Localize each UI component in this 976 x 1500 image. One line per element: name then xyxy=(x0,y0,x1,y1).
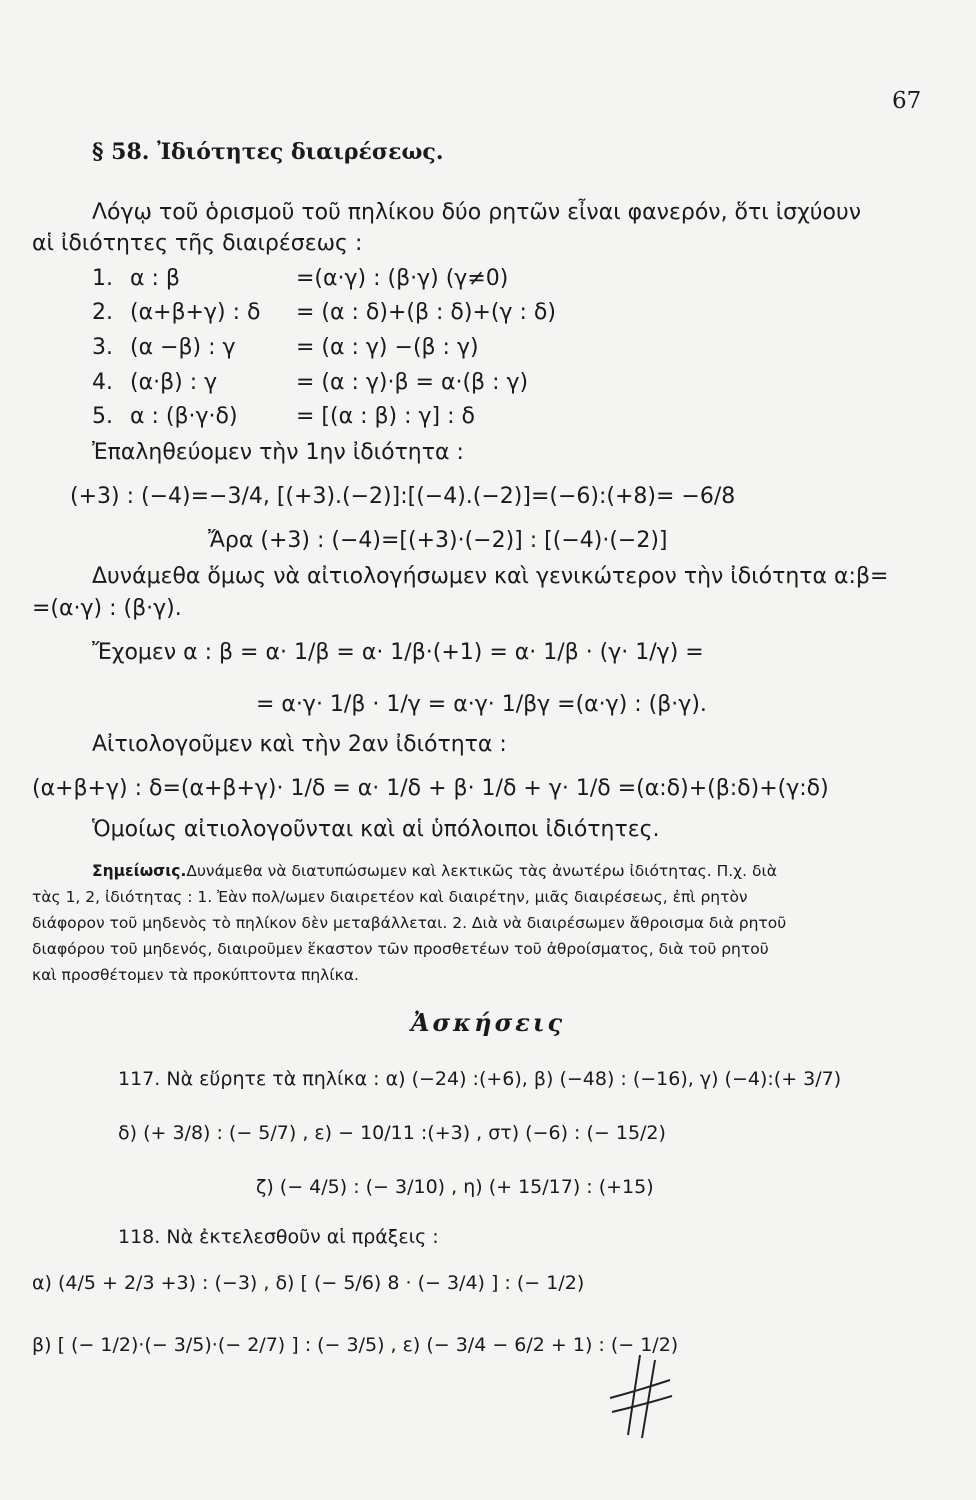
verify-equation-1: (+3) : (−4)=−3/4, [(+3).(−2)]:[(−4).(−2)]=(−6):(+8)= −6/8 xyxy=(70,484,736,509)
property-2 xyxy=(92,298,556,328)
exercise-text: Νὰ εὕρητε τὰ πηλίκα : α) (−24) :(+6), β) (−48) : (−16), γ) (−4):(+ 3/7) xyxy=(166,1068,842,1090)
property-number: 5. xyxy=(92,404,113,429)
second-property-equation: (α+β+γ) : δ=(α+β+γ)· 1/δ = α· 1/δ + β· 1/δ + γ· 1/δ =(α:δ)+(β:δ)+(γ:δ) xyxy=(32,776,829,801)
section-title: Ἰδιότητες διαιρέσεως. xyxy=(157,139,444,165)
section-number: § 58. xyxy=(92,139,150,165)
note-line-5: καὶ προσθέτομεν τὰ προκύπτοντα πηλίκα. xyxy=(32,966,359,984)
similarly-remark: Ὁμοίως αἰτιολογοῦνται καὶ αἱ ὑπόλοιποι ἰδιότητες. xyxy=(92,817,660,842)
intro-line-1: Λόγῳ τοῦ ὁρισμοῦ τοῦ πηλίκου δύο ρητῶν εἶναι φανερόν, ὅτι ἰσχύουν xyxy=(92,200,862,225)
note-line-3: διάφορον τοῦ μηδενὸς τὸ πηλίκον δὲν μεταβάλλεται. 2. Διὰ νὰ διαιρέσωμεν ἄθροισμα διὰ ρητοῦ xyxy=(32,914,787,932)
property-lhs: α : (β·γ·δ) xyxy=(130,404,238,429)
verify-first-property: Ἐπαληθεύομεν τὴν 1ην ἰδιότητα : xyxy=(92,440,464,465)
justify-general-1: Δυνάμεθα ὅμως νὰ αἰτιολογήσωμεν καὶ γενικώτερον τὴν ἰδιότητα α:β= xyxy=(92,564,889,589)
exercise-number: 118. xyxy=(118,1226,161,1248)
note-line-1 xyxy=(92,858,777,885)
note-line-2: τὰς 1, 2, ἰδιότητας : 1. Ἐὰν πολ/ωμεν διαιρετέον καὶ διαιρέτην, μιᾶς διαιρέσεως, ἐπὶ ρητὸν xyxy=(32,888,748,906)
derivation-line-1: Ἔχομεν α : β = α· 1/β = α· 1/β·(+1) = α· 1/β · (γ· 1/γ) = xyxy=(92,640,704,665)
note-label: Σημείωσις. xyxy=(92,862,187,880)
page-number: 67 xyxy=(892,88,922,114)
property-lhs: (α·β) : γ xyxy=(130,370,218,395)
property-lhs: (α+β+γ) : δ xyxy=(130,300,261,325)
verify-equation-2: Ἄρα (+3) : (−4)=[(+3)·(−2)] : [(−4)·(−2)] xyxy=(208,528,668,553)
exercise-118-line-1: α) (4/5 + 2/3 +3) : (−3) , δ) [ (− 5/6) 8 · (− 3/4) ] : (− 1/2) xyxy=(32,1272,585,1294)
exercise-117-line-2: δ) (+ 3/8) : (− 5/7) , ε) − 10/11 :(+3) , στ) (−6) : (− 15/2) xyxy=(118,1122,666,1144)
property-number: 2. xyxy=(92,300,113,325)
property-rhs: =(α·γ) : (β·γ) (γ≠0) xyxy=(296,266,509,291)
exercises-title: Ἀσκήσεις xyxy=(410,1008,566,1037)
property-rhs: = (α : γ)·β = α·(β : γ) xyxy=(296,370,529,395)
exercise-number: 117. xyxy=(118,1068,161,1090)
property-number: 3. xyxy=(92,335,113,360)
justify-second-property: Αἰτιολογοῦμεν καὶ τὴν 2αν ἰδιότητα : xyxy=(92,732,507,757)
property-lhs: α : β xyxy=(130,266,180,291)
note-text: Δυνάμεθα νὰ διατυπώσωμεν καὶ λεκτικῶς τὰς ἀνωτέρω ἰδιότητας. Π.χ. διὰ xyxy=(186,862,777,880)
property-5 xyxy=(92,402,475,432)
exercise-117-line-1 xyxy=(118,1064,841,1094)
property-rhs: = (α : δ)+(β : δ)+(γ : δ) xyxy=(296,300,556,325)
justify-general-2: =(α·γ) : (β·γ). xyxy=(32,596,182,621)
section-heading xyxy=(92,137,443,167)
note-line-4: διαφόρου τοῦ μηδενός, διαιροῦμεν ἕκαστον τῶν προσθετέων τοῦ ἀθροίσματος, διὰ τοῦ ρητοῦ xyxy=(32,940,769,958)
property-number: 4. xyxy=(92,370,113,395)
property-1 xyxy=(92,264,508,294)
derivation-line-2: = α·γ· 1/β · 1/γ = α·γ· 1/βγ =(α·γ) : (β·γ). xyxy=(256,692,707,717)
exercise-118-line-2: β) [ (− 1/2)·(− 3/5)·(− 2/7) ] : (− 3/5) , ε) (− 3/4 − 6/2 + 1) : (− 1/2) xyxy=(32,1334,679,1356)
property-number: 1. xyxy=(92,266,113,291)
property-4 xyxy=(92,368,528,398)
exercise-text: Νὰ ἐκτελεσθοῦν αἱ πράξεις : xyxy=(166,1226,439,1248)
exercise-118-title xyxy=(118,1222,439,1252)
property-3 xyxy=(92,333,479,363)
handwritten-mark xyxy=(600,1350,680,1440)
intro-line-2: αἱ ἰδιότητες τῆς διαιρέσεως : xyxy=(32,231,363,256)
property-rhs: = (α : γ) −(β : γ) xyxy=(296,335,479,360)
exercise-117-line-3: ζ) (− 4/5) : (− 3/10) , η) (+ 15/17) : (+15) xyxy=(256,1176,654,1198)
property-lhs: (α −β) : γ xyxy=(130,335,236,360)
property-rhs: = [(α : β) : γ] : δ xyxy=(296,404,475,429)
